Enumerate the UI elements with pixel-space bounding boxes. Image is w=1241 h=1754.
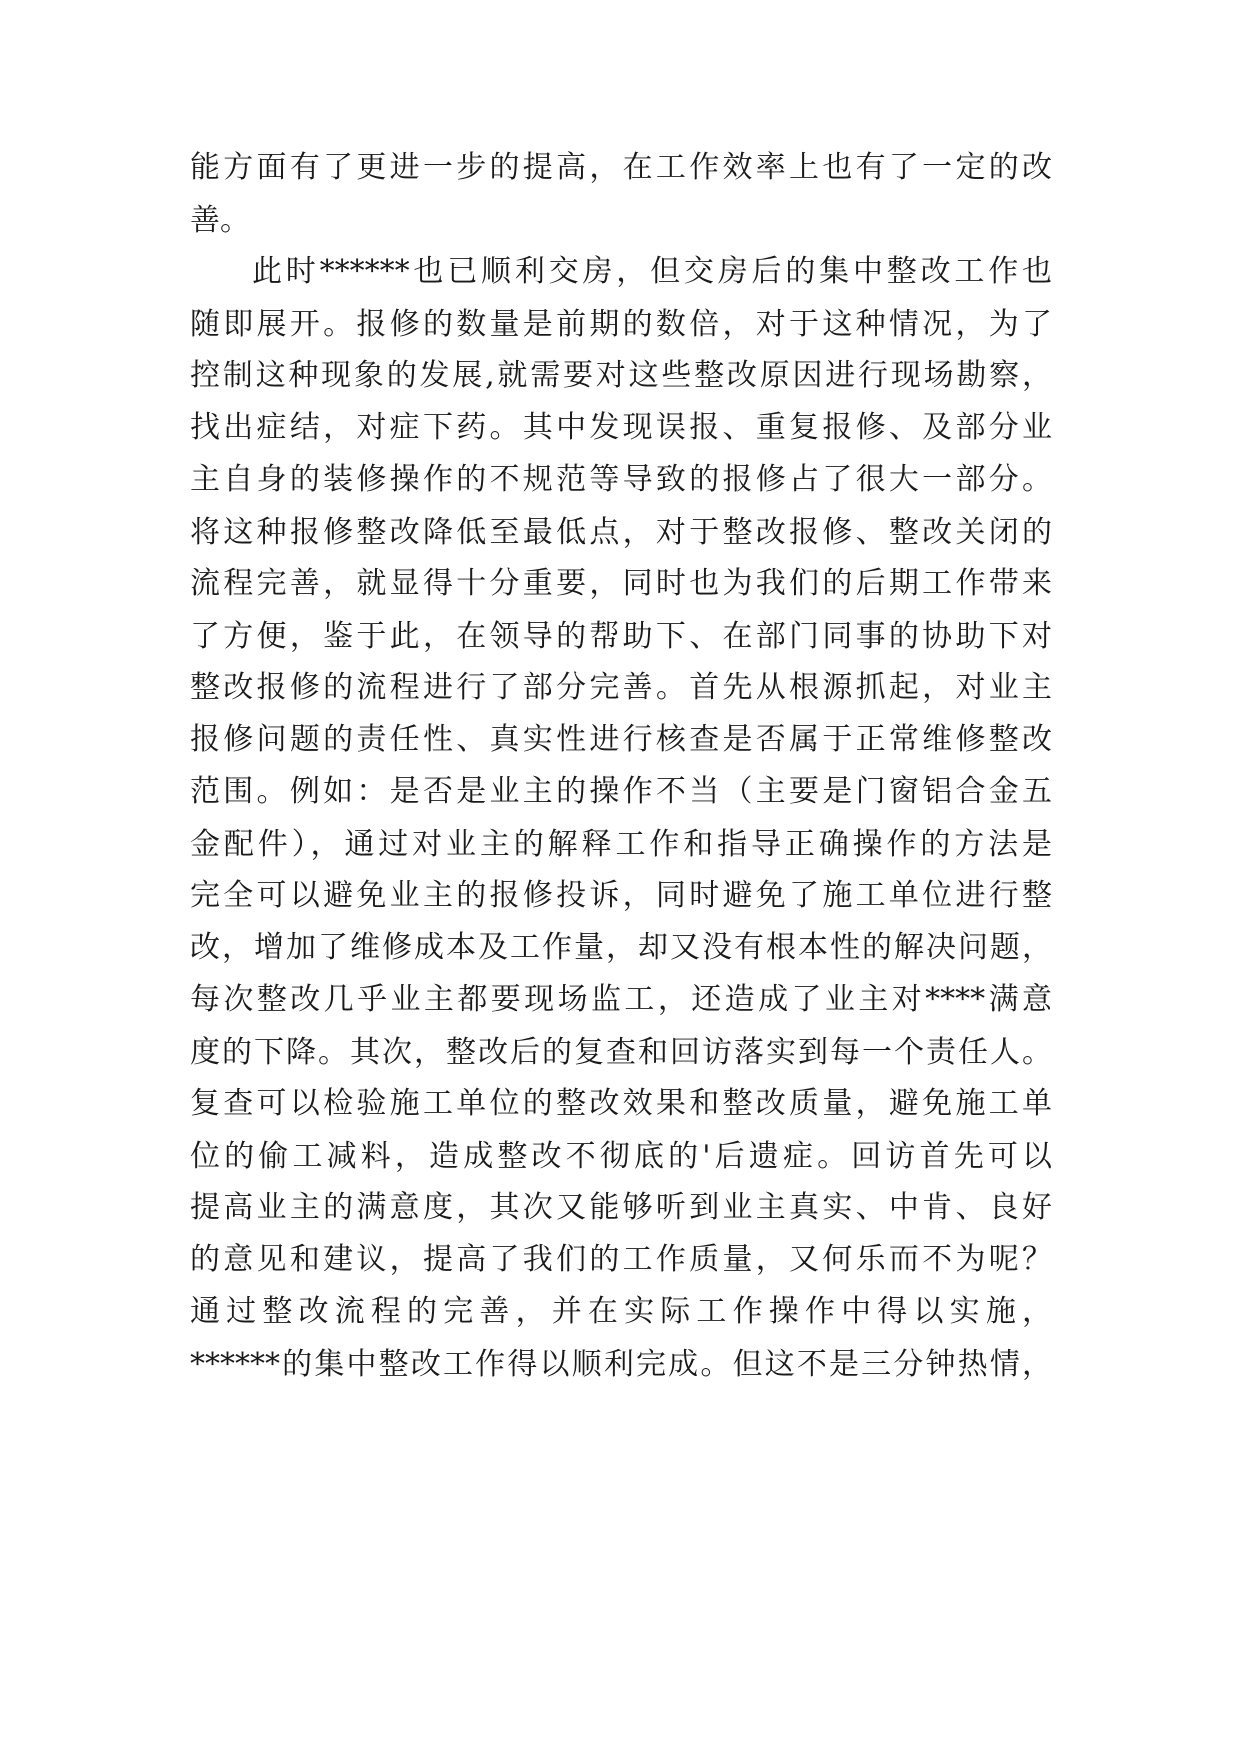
text-line-4: 随即展开。报修的数量是前期的数倍，对于这种情况，为了 bbox=[190, 307, 1052, 342]
text-line-9: 流程完善，就显得十分重要，同时也为我们的后期工作带来 bbox=[190, 566, 1052, 601]
text-line-2: 善。 bbox=[190, 203, 250, 238]
text-line-22: 的意见和建议，提高了我们的工作质量，又何乐而不为呢？ bbox=[190, 1242, 1052, 1277]
text-line-7: 主自身的装修操作的不规范等导致的报修占了很大一部分。 bbox=[190, 462, 1052, 497]
text-line-5: 控制这种现象的发展,就需要对这些整改原因进行现场勘察， bbox=[190, 358, 1052, 393]
text-line-3: 此时******也已顺利交房，但交房后的集中整改工作也 bbox=[252, 254, 1052, 289]
text-line-20: 位的偷工减料，造成整改不彻底的'后遗症。回访首先可以 bbox=[190, 1139, 1052, 1174]
text-line-6: 找出症结，对症下药。其中发现误报、重复报修、及部分业 bbox=[190, 410, 1052, 445]
text-line-1: 能方面有了更进一步的提高，在工作效率上也有了一定的改 bbox=[190, 150, 1052, 185]
text-line-8: 将这种报修整改降低至最低点，对于整改报修、整改关闭的 bbox=[190, 515, 1052, 550]
text-line-21: 提高业主的满意度，其次又能够听到业主真实、中肯、良好 bbox=[190, 1190, 1052, 1225]
text-line-13: 范围。例如：是否是业主的操作不当（主要是门窗铝合金五 bbox=[190, 774, 1052, 809]
text-line-18: 度的下降。其次，整改后的复查和回访落实到每一个责任人。 bbox=[190, 1035, 1052, 1070]
text-line-23: 通过整改流程的完善，并在实际工作操作中得以实施， bbox=[190, 1294, 1052, 1329]
text-line-19: 复查可以检验施工单位的整改效果和整改质量，避免施工单 bbox=[190, 1086, 1052, 1121]
text-line-17: 每次整改几乎业主都要现场监工，还造成了业主对****满意 bbox=[190, 982, 1052, 1017]
text-line-14: 金配件），通过对业主的解释工作和指导正确操作的方法是 bbox=[190, 827, 1052, 862]
text-line-16: 改，增加了维修成本及工作量，却又没有根本性的解决问题， bbox=[190, 930, 1052, 965]
text-line-12: 报修问题的责任性、真实性进行核查是否属于正常维修整改 bbox=[190, 722, 1052, 757]
text-line-11: 整改报修的流程进行了部分完善。首先从根源抓起，对业主 bbox=[190, 670, 1052, 705]
text-line-24: ******的集中整改工作得以顺利完成。但这不是三分钟热情， bbox=[190, 1347, 1052, 1382]
text-line-15: 完全可以避免业主的报修投诉，同时避免了施工单位进行整 bbox=[190, 878, 1052, 913]
text-line-10: 了方便，鉴于此，在领导的帮助下、在部门同事的协助下对 bbox=[190, 619, 1052, 654]
